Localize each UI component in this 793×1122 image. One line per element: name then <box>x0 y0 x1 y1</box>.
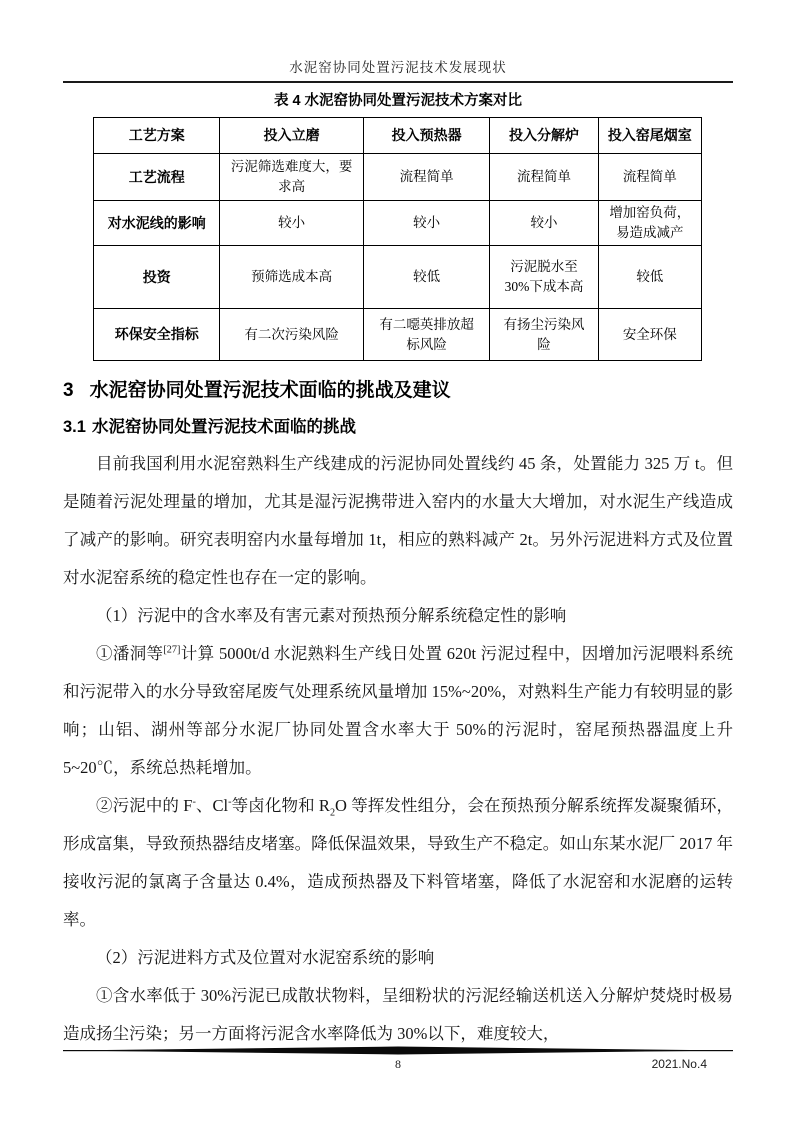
section-title: 水泥窑协同处置污泥技术面临的挑战及建议 <box>89 380 451 401</box>
running-head: 水泥窑协同处置污泥技术发展现状 <box>289 60 507 75</box>
paragraph: 目前我国利用水泥窑熟料生产线建成的污泥协同处置线约 45 条，处置能力 325 万 t。但是随着污泥处理量的增加，尤其是湿污泥携带进入窑内的水量大大增加，对水泥生产线造成了减产的影响。研究表明窑内水量每增加 1t，相应的熟料减产 2t。另外污泥进料方式及位置对水泥窑系统的稳定性也存在一定的影响。 <box>63 454 733 587</box>
footer-rule <box>63 1046 733 1056</box>
table-cell: 流程简单 <box>598 154 701 201</box>
table-row <box>94 246 702 309</box>
table-header-row <box>94 118 702 154</box>
table-cell: 增加窑负荷，易造成减产 <box>598 201 701 246</box>
table-cell: 较小 <box>490 201 598 246</box>
table-cell: 较低 <box>363 246 489 309</box>
subsection-number: 3.1 <box>63 418 86 436</box>
table-cell: 流程简单 <box>363 154 489 201</box>
page-number: 8 <box>395 1057 401 1071</box>
subsection-title: 水泥窑协同处置污泥技术面临的挑战 <box>91 418 356 436</box>
table-header-cell: 投入立磨 <box>220 118 363 154</box>
table-cell: 污泥筛选难度大，要求高 <box>220 154 363 201</box>
table-cell: 较低 <box>598 246 701 309</box>
table-row <box>94 201 702 246</box>
table-cell: 污泥脱水至 30%下成本高 <box>490 246 598 309</box>
table-cell: 安全环保 <box>598 309 701 361</box>
paragraph: ②污泥中的 F-、Cl-等卤化物和 $R_2O$ 等挥发性组分，会在预热预分解系统挥发凝聚循环，形成富集，导致预热器结皮堵塞。降低保温效果，导致生产不稳定。如山东某水泥厂 2017 年接收污泥的氯离子含量达 0.4%，造成预热器及下料管堵塞，降低了水泥窑和水泥磨的运转率。 <box>63 796 733 929</box>
table-row <box>94 309 702 361</box>
body-text <box>63 445 733 1053</box>
list-item: （2）污泥进料方式及位置对水泥窑系统的影响 <box>96 948 435 967</box>
table-cell: 较小 <box>220 201 363 246</box>
issue-label: 2021.No.4 <box>651 1057 707 1071</box>
row-label: 投资 <box>94 246 220 309</box>
footer-row <box>63 1057 733 1075</box>
paragraph: ①潘洞等[27]计算 5000t/d 水泥熟料生产线日处置 620t 污泥过程中，因增加污泥喂料系统和污泥带入的水分导致窑尾废气处理系统风量增加 15%~20%，对熟料生产能力有较明显的影响；山铝、湖州等部分水泥厂协同处置含水率大于 50%的污泥时，窑尾预热器温度上升 5~20℃，系统总热耗增加。 <box>63 644 733 777</box>
table-header-cell: 投入分解炉 <box>490 118 598 154</box>
table-row <box>94 154 702 201</box>
row-label: 工艺流程 <box>94 154 220 201</box>
table-cell: 有扬尘污染风险 <box>490 309 598 361</box>
table-cell: 预筛选成本高 <box>220 246 363 309</box>
table-header-cell: 工艺方案 <box>94 118 220 154</box>
table-cell: 有二噁英排放超标风险 <box>363 309 489 361</box>
row-label: 对水泥线的影响 <box>94 201 220 246</box>
table-header-cell: 投入窑尾烟室 <box>598 118 701 154</box>
table-cell: 流程简单 <box>490 154 598 201</box>
table-cell: 较小 <box>363 201 489 246</box>
row-label: 环保安全指标 <box>94 309 220 361</box>
table-caption: 表 4 水泥窑协同处置污泥技术方案对比 <box>273 93 523 109</box>
header-rule <box>63 81 733 83</box>
page-footer <box>63 1046 733 1075</box>
section-heading <box>63 378 733 404</box>
section-number: 3 <box>63 380 74 401</box>
table-cell: 有二次污染风险 <box>220 309 363 361</box>
subsection-heading <box>63 415 733 439</box>
paragraph: ①含水率低于 30%污泥已成散状物料，呈细粉状的污泥经输送机送入分解炉焚烧时极易造成扬尘污染；另一方面将污泥含水率降低为 30%以下，难度较大， <box>63 986 733 1043</box>
table-header-cell: 投入预热器 <box>363 118 489 154</box>
comparison-table <box>93 117 702 361</box>
list-item: （1）污泥中的含水率及有害元素对预热预分解系统稳定性的影响 <box>96 606 567 625</box>
page-content <box>63 0 733 1053</box>
